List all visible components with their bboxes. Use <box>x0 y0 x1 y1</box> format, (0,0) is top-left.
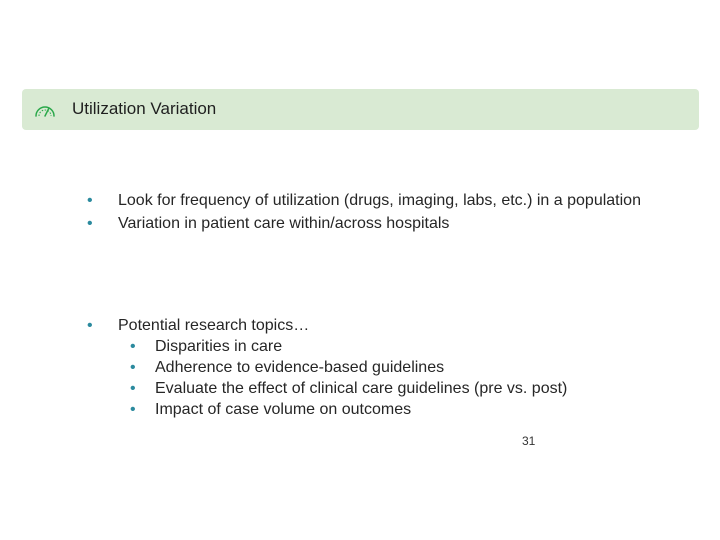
research-topics-list <box>87 317 667 418</box>
list-item: • Look for frequency of utilization (drugs, imaging, labs, etc.) in a population <box>87 192 647 209</box>
slide-title-bar <box>22 89 699 130</box>
research-topics-heading: Potential research topics… <box>118 317 310 334</box>
list-item: • Variation in patient care within/across hospitals <box>87 215 647 232</box>
utilization-bullet-list <box>87 192 647 232</box>
list-item: • Disparities in care <box>130 338 667 355</box>
list-item: • Impact of case volume on outcomes <box>130 401 667 418</box>
list-item: • Evaluate the effect of clinical care guidelines (pre vs. post) <box>130 380 667 397</box>
list-item-research-topics <box>87 317 667 418</box>
gauge-icon <box>34 100 56 120</box>
research-topics-sublist <box>118 338 667 418</box>
page-number: 31 <box>522 434 536 448</box>
list-item: • Adherence to evidence-based guidelines <box>130 359 667 376</box>
slide-title: Utilization Variation <box>72 99 217 118</box>
